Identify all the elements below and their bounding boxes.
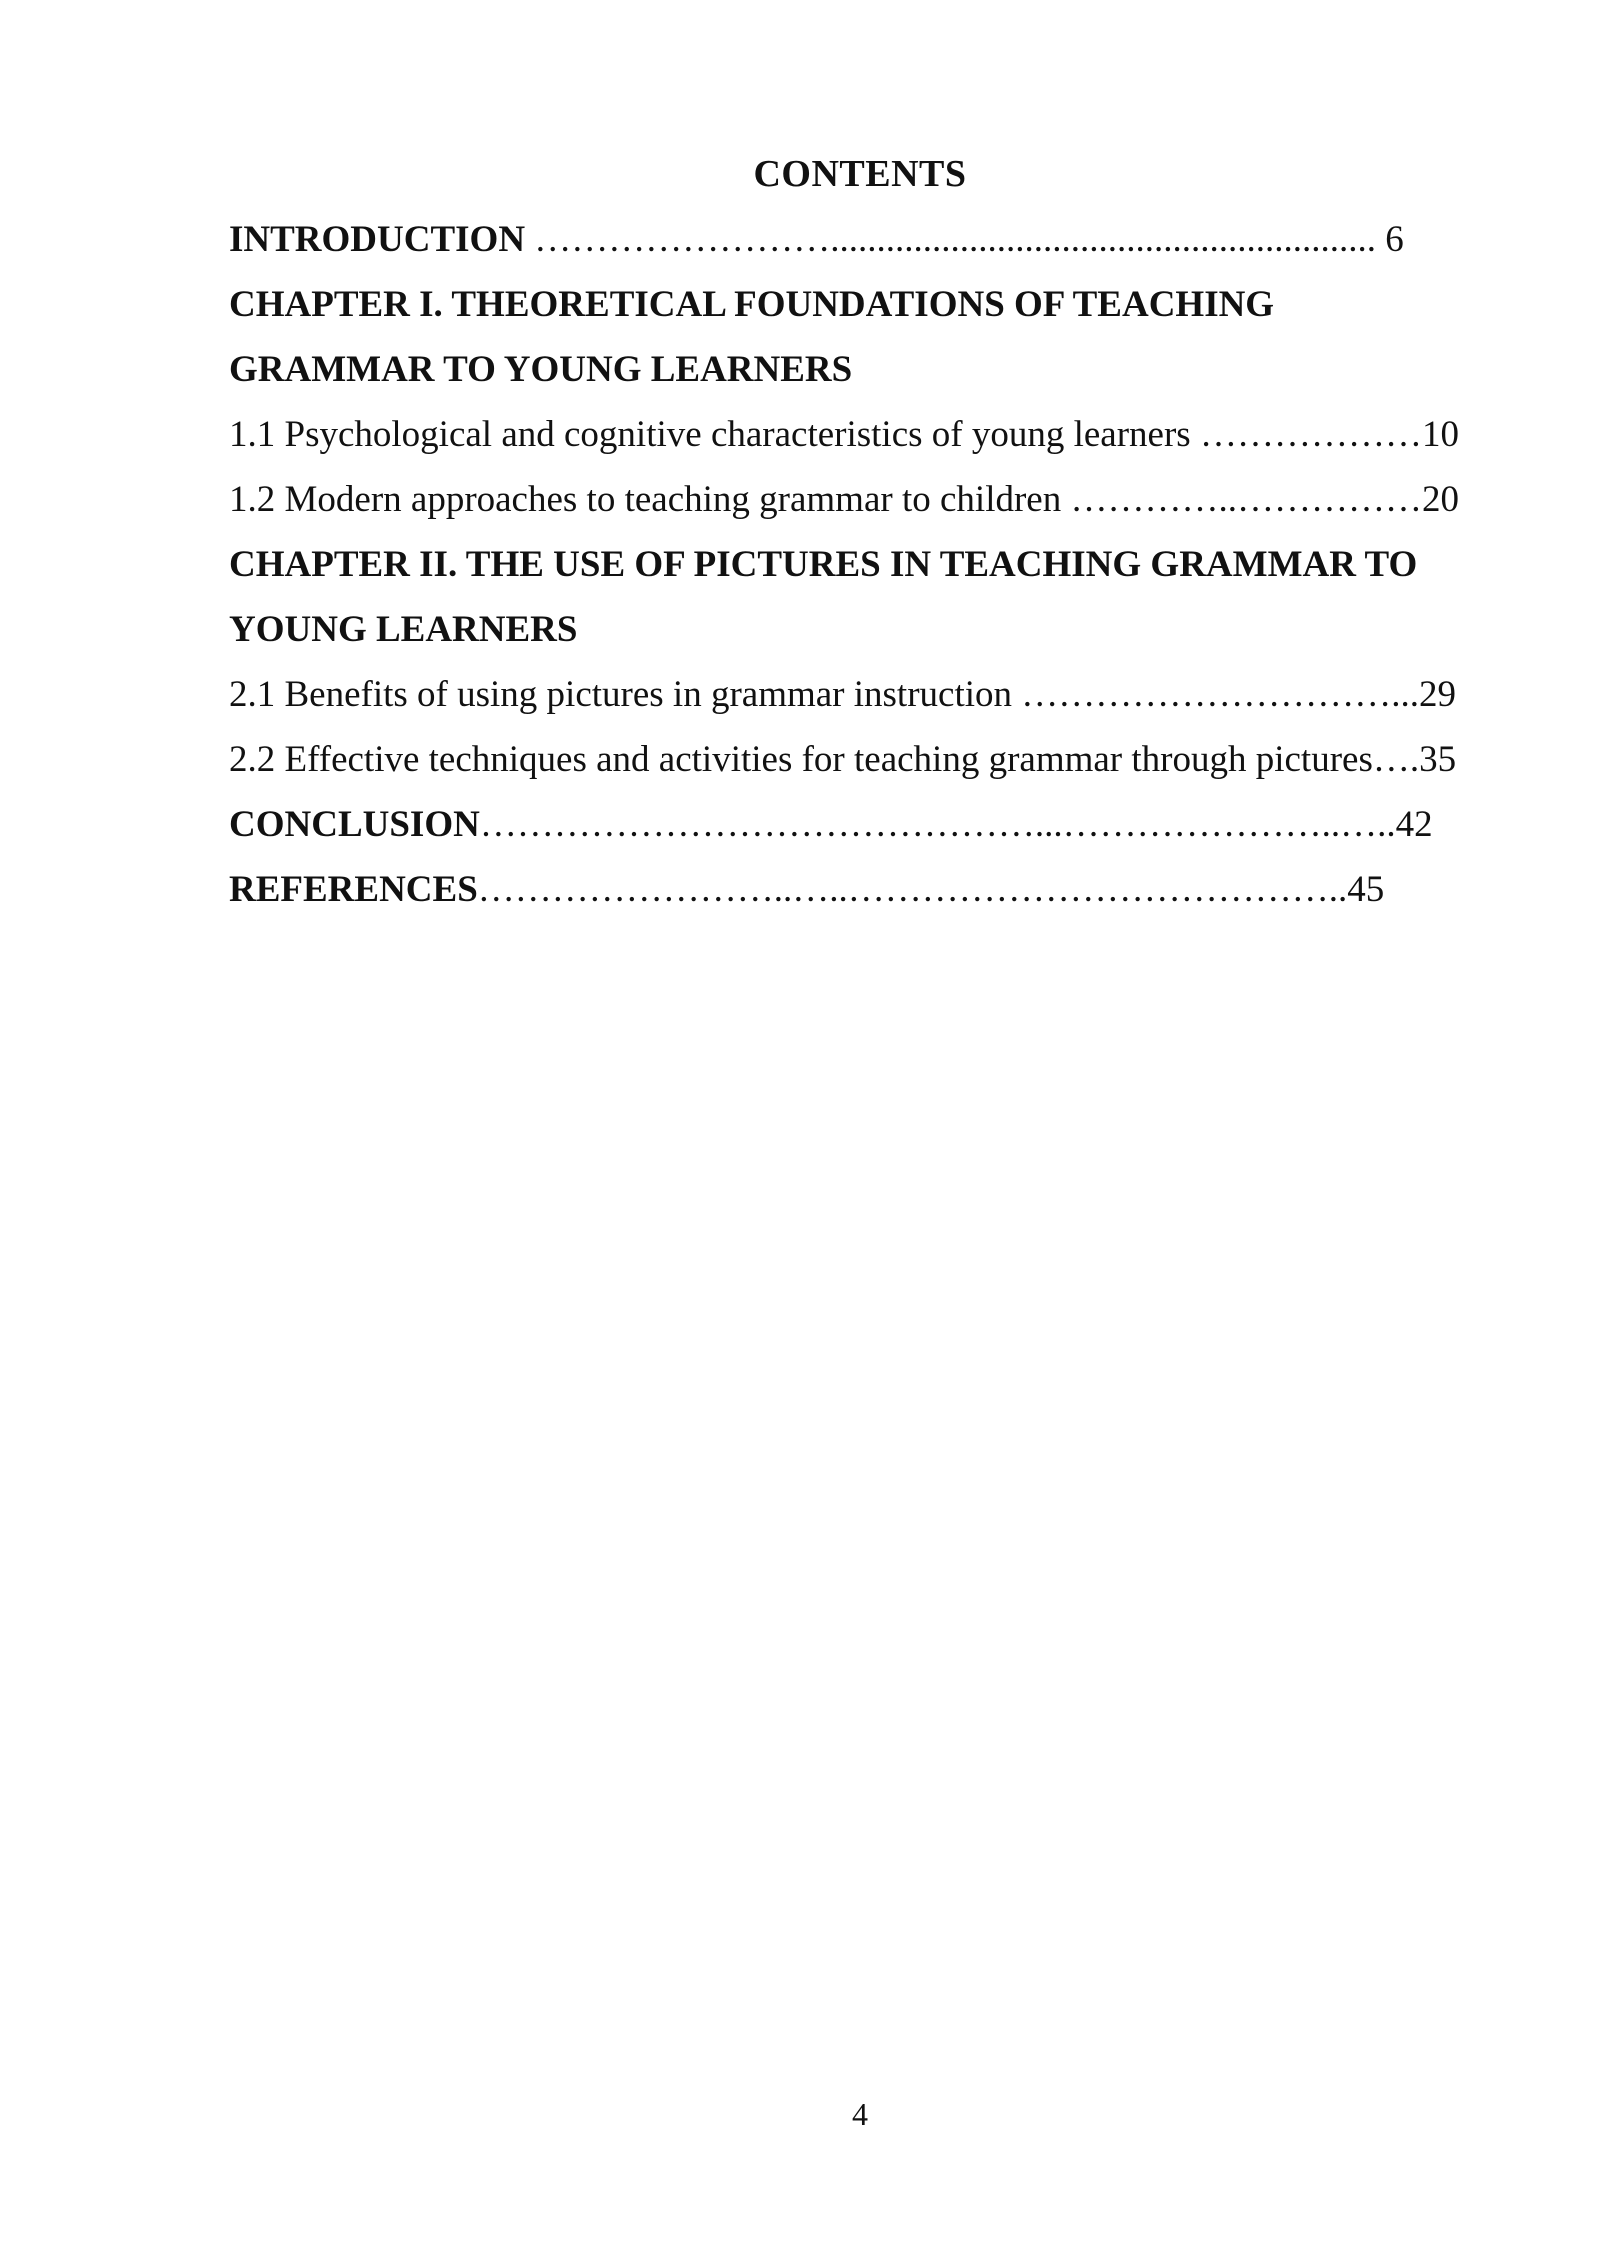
toc-entry-chapter-1-line-1 xyxy=(229,272,1481,337)
toc-entry-conclusion xyxy=(229,792,1481,857)
toc-entry-title: REFERENCES xyxy=(229,869,478,910)
toc-entry-title: 1.2 Modern approaches to teaching grammar to children xyxy=(229,479,1062,520)
toc-entry-title: CONCLUSION xyxy=(229,804,480,845)
toc-entry-leader: …. xyxy=(1372,739,1420,780)
toc-entry-title: GRAMMAR TO YOUNG LEARNERS xyxy=(229,349,853,390)
toc-entry-title: 1.1 Psychological and cognitive characteristics of young learners xyxy=(229,414,1191,455)
toc-entry-page: 20 xyxy=(1421,479,1459,520)
toc-entry-page: 35 xyxy=(1419,739,1457,780)
toc-entry-page: 6 xyxy=(1376,219,1404,260)
toc-entry-chapter-2-line-2 xyxy=(229,597,1481,662)
toc-entry-references xyxy=(229,857,1481,922)
toc-entry-title: YOUNG LEARNERS xyxy=(229,609,578,650)
toc-entry-introduction xyxy=(229,207,1481,272)
toc-entry-title: 2.1 Benefits of using pictures in grammar instruction xyxy=(229,674,1013,715)
toc-entry-leader: ……………… xyxy=(1190,414,1422,455)
toc-entry-title: CHAPTER II. THE USE OF PICTURES IN TEACHING GRAMMAR TO xyxy=(229,544,1418,585)
toc-entry-section-2-1 xyxy=(229,662,1481,727)
toc-entry-title: 2.2 Effective techniques and activities for teaching grammar through pictures xyxy=(229,739,1373,780)
toc-entry-section-2-2 xyxy=(229,727,1481,792)
toc-entry-section-1-1 xyxy=(229,402,1481,467)
toc-entry-leader: …………………………... xyxy=(1012,674,1420,715)
contents-heading: CONTENTS xyxy=(753,153,967,195)
toc-entry-chapter-2-line-1 xyxy=(229,532,1481,597)
page-number: 4 xyxy=(852,2096,868,2132)
toc-entry-section-1-2 xyxy=(229,467,1481,532)
toc-entry-title: CHAPTER I. THEORETICAL FOUNDATIONS OF TEACHING xyxy=(229,284,1275,325)
toc-entry-leader: ……………………........................................................... xyxy=(525,219,1377,260)
toc-entry-page: 45 xyxy=(1347,869,1385,910)
toc-entry-leader: ……………………..…..………………………………….. xyxy=(477,869,1348,910)
toc-entry-chapter-1-line-2 xyxy=(229,337,1481,402)
toc-entry-page: 10 xyxy=(1421,414,1459,455)
toc-entry-page: 42 xyxy=(1395,804,1433,845)
toc-entry-leader: ………………………………………...…………………..….. xyxy=(479,804,1396,845)
toc-entry-title: INTRODUCTION xyxy=(229,219,526,260)
toc-entry-page: 29 xyxy=(1419,674,1457,715)
toc-entry-leader: …………..…………… xyxy=(1061,479,1422,520)
table-of-contents xyxy=(229,207,1481,922)
